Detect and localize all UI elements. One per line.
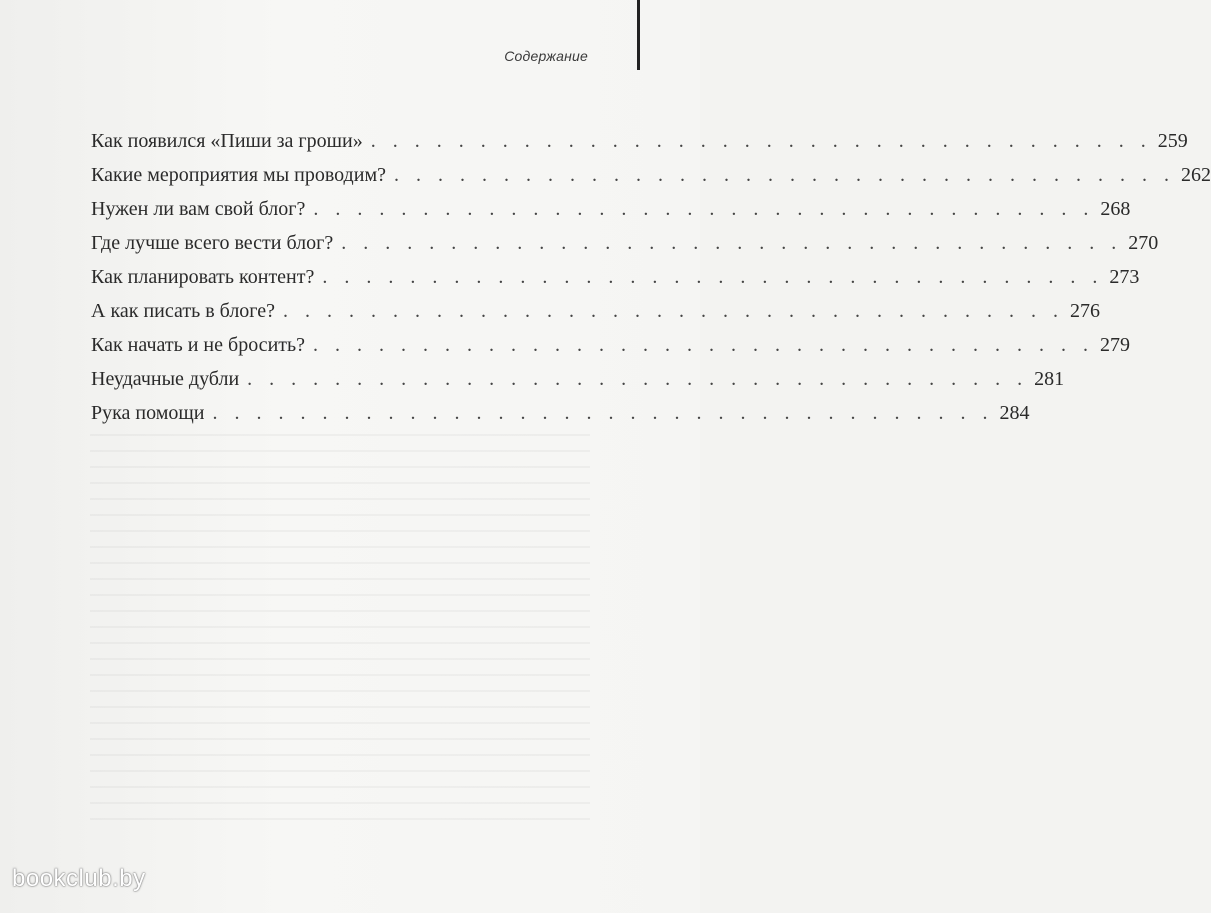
toc-entry-page: 259 <box>1157 130 1188 152</box>
toc-entry-page: 273 <box>1109 266 1140 288</box>
toc-entry-page: 262 <box>1180 164 1211 186</box>
toc-leader-dots: . . . . . . . . . . . . . . . . . . . . . . . . . . . . . . . . . . . . <box>283 300 1064 322</box>
running-header: Содержание <box>504 48 588 64</box>
watermark-logo: bookclub.by <box>12 865 146 892</box>
toc-entry-title: Где лучше всего вести блог? <box>91 232 334 254</box>
toc-entry <box>91 294 1100 328</box>
toc-leader-dots: . . . . . . . . . . . . . . . . . . . . . . . . . . . . . . . . . . . . <box>313 198 1095 220</box>
toc-entry-title: Рука помощи <box>91 402 205 424</box>
toc-entry-page: 281 <box>1034 368 1065 390</box>
toc-entry <box>91 396 1030 430</box>
toc-leader-dots: . . . . . . . . . . . . . . . . . . . . . . . . . . . . . . . . . . . . <box>313 334 1095 356</box>
toc-entry-page: 268 <box>1100 198 1131 220</box>
toc-entry <box>91 192 1131 226</box>
toc-entry-page: 270 <box>1128 232 1159 254</box>
toc-entry <box>91 158 1211 192</box>
toc-entry-page: 284 <box>999 402 1030 424</box>
toc-entry <box>91 124 1188 158</box>
toc-leader-dots: . . . . . . . . . . . . . . . . . . . . . . . . . . . . . . . . . . . . <box>370 130 1152 152</box>
toc-leader-dots: . . . . . . . . . . . . . . . . . . . . . . . . . . . . . . . . . . . . <box>212 402 994 424</box>
page-edge-divider <box>637 0 640 70</box>
toc-entry-title: Как планировать контент? <box>91 266 315 288</box>
toc-entry-title: Как начать и не бросить? <box>91 334 306 356</box>
toc-entry-title: А как писать в блоге? <box>91 300 275 322</box>
toc-leader-dots: . . . . . . . . . . . . . . . . . . . . . . . . . . . . . . . . . . . . <box>247 368 1029 390</box>
toc-entry-title: Как появился «Пиши за гроши» <box>91 130 363 152</box>
toc-entry <box>91 226 1159 260</box>
toc-entry-title: Неудачные дубли <box>91 368 240 390</box>
toc-entry <box>91 260 1140 294</box>
toc-leader-dots: . . . . . . . . . . . . . . . . . . . . . . . . . . . . . . . . . . . . <box>322 266 1104 288</box>
toc-entry <box>91 362 1065 396</box>
toc-leader-dots: . . . . . . . . . . . . . . . . . . . . . . . . . . . . . . . . . . . . <box>341 232 1123 254</box>
toc-entry <box>91 328 1131 362</box>
show-through-text <box>90 420 590 820</box>
table-of-contents <box>91 124 1211 430</box>
toc-entry-page: 279 <box>1100 334 1131 356</box>
toc-entry-title: Нужен ли вам свой блог? <box>91 198 306 220</box>
toc-leader-dots: . . . . . . . . . . . . . . . . . . . . . . . . . . . . . . . . . . . . <box>393 164 1175 186</box>
toc-entry-page: 276 <box>1070 300 1100 322</box>
toc-entry-title: Какие мероприятия мы проводим? <box>91 164 386 186</box>
